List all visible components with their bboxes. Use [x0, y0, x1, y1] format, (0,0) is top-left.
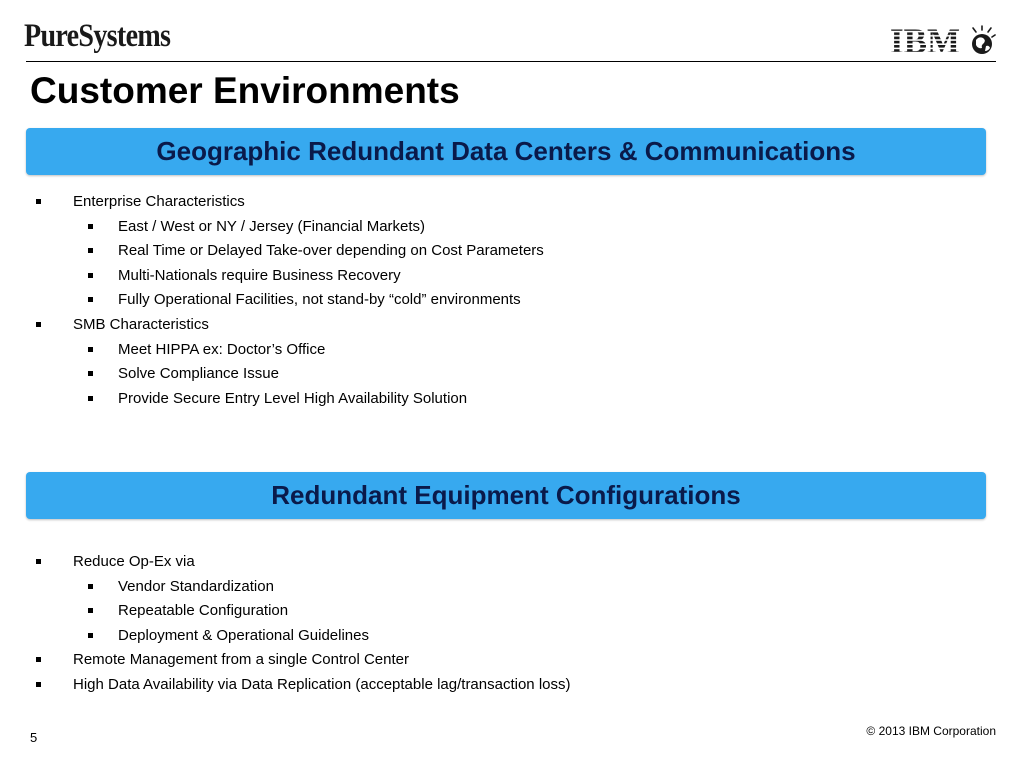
- list-item-text: Fully Operational Facilities, not stand-by “cold” environments: [118, 291, 521, 309]
- list-item: [0, 627, 1000, 652]
- list-item-text: SMB Characteristics: [73, 315, 209, 333]
- section-banner-geographic-redundancy: [26, 128, 986, 175]
- list-item: [0, 553, 1000, 578]
- list-item: [0, 242, 1000, 267]
- ibm-logo-text: IBM: [890, 24, 960, 58]
- list-item-text: Provide Secure Entry Level High Availability Solution: [118, 389, 468, 407]
- list-item: [0, 390, 1000, 415]
- section-heading: Redundant Equipment Configurations: [271, 480, 741, 510]
- bullet-square-icon: [36, 322, 41, 327]
- puresystems-logo: PureSystems: [24, 18, 171, 54]
- bullet-square-icon: [88, 608, 93, 613]
- list-item-text: Enterprise Characteristics: [73, 193, 245, 210]
- bullet-list-redundant-equipment: [0, 553, 1000, 701]
- bullet-square-icon: [88, 347, 93, 352]
- list-item: [0, 193, 1000, 218]
- bullet-square-icon: [88, 396, 93, 401]
- page-number: 5: [30, 730, 38, 745]
- page-title: Customer Environments: [30, 70, 460, 111]
- bullet-list-geographic-redundancy: [0, 193, 1000, 414]
- bullet-square-icon: [88, 273, 93, 278]
- list-item-text: Real Time or Delayed Take-over depending on Cost Parameters: [118, 242, 544, 260]
- list-item: [0, 316, 1000, 341]
- bullet-square-icon: [88, 371, 93, 376]
- list-item: [0, 676, 1000, 701]
- copyright-notice: © 2013 IBM Corporation: [866, 724, 996, 738]
- list-item: [0, 291, 1000, 316]
- list-item-text: Solve Compliance Issue: [118, 365, 279, 383]
- bullet-square-icon: [88, 584, 93, 589]
- bullet-square-icon: [88, 633, 93, 638]
- bullet-square-icon: [36, 559, 41, 564]
- list-item: [0, 602, 1000, 627]
- list-item-text: Vendor Standardization: [118, 577, 274, 595]
- list-item: [0, 267, 1000, 292]
- list-item-text: East / West or NY / Jersey (Financial Markets): [118, 217, 426, 235]
- list-item-text: Meet HIPPA ex: Doctor’s Office: [118, 340, 326, 358]
- list-item-text: Remote Management from a single Control Center: [73, 651, 409, 669]
- list-item-text: High Data Availability via Data Replication (acceptable lag/transaction loss): [73, 675, 571, 693]
- globe-icon: [972, 26, 995, 54]
- list-item: [0, 651, 1000, 676]
- list-item-text: Multi-Nationals require Business Recovery: [118, 266, 401, 284]
- list-item: [0, 578, 1000, 603]
- section-heading: Geographic Redundant Data Centers & Communications: [156, 136, 856, 166]
- list-item: [0, 365, 1000, 390]
- bullet-square-icon: [36, 682, 41, 687]
- list-item: [0, 218, 1000, 243]
- bullet-square-icon: [36, 657, 41, 662]
- section-banner-redundant-equipment: [26, 472, 986, 519]
- header-divider: [26, 61, 996, 62]
- list-item: [0, 341, 1000, 366]
- list-item-text: Deployment & Operational Guidelines: [118, 626, 369, 644]
- list-item-text: Repeatable Configuration: [118, 602, 289, 620]
- bullet-square-icon: [88, 248, 93, 253]
- list-item-text: Reduce Op-Ex via: [73, 553, 195, 570]
- ibm-logo: [890, 24, 996, 58]
- bullet-square-icon: [88, 224, 93, 229]
- bullet-square-icon: [36, 199, 41, 204]
- bullet-square-icon: [88, 297, 93, 302]
